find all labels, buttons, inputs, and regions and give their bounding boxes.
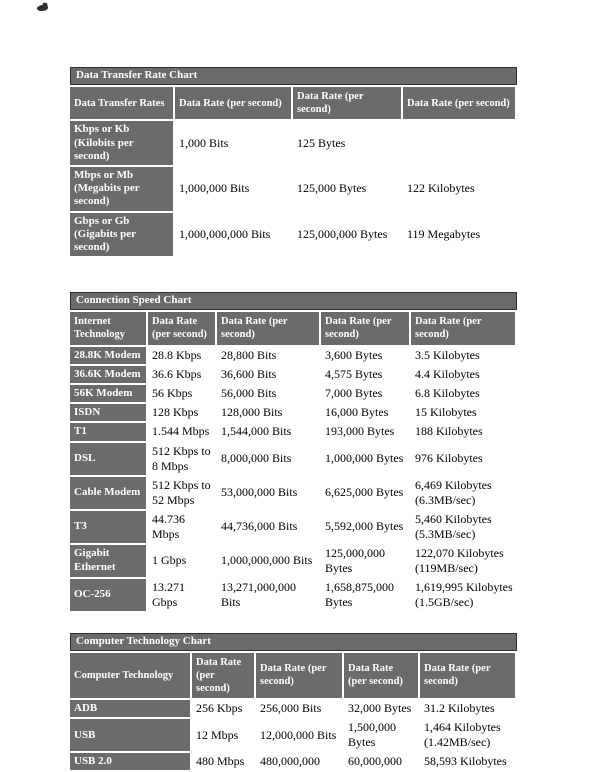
data-cell: 125 Bytes <box>293 121 403 167</box>
data-cell: 28.8 Kbps <box>148 347 217 366</box>
column-header: Data Rate (per second) <box>420 653 517 700</box>
column-header: Data Rate (per second) <box>148 312 217 346</box>
column-header: Data Rate (per second) <box>344 653 420 700</box>
data-cell: 12 Mbps <box>192 719 256 753</box>
data-cell: 976 Kilobytes <box>411 443 517 477</box>
table-row <box>70 423 517 442</box>
data-cell: 128,000 Bits <box>217 404 321 423</box>
data-cell: 1,658,875,000 Bytes <box>321 579 411 613</box>
column-header: Internet Technology <box>70 312 148 346</box>
row-label-cell: DSL <box>70 443 148 477</box>
row-label-cell: USB 2.0 <box>70 753 192 772</box>
data-cell: 13,271,000,000 Bits <box>217 579 321 613</box>
table-row <box>70 511 517 545</box>
data-cell: 58,593 Kilobytes <box>420 753 517 772</box>
data-cell: 125,000 Bytes <box>293 167 403 213</box>
data-transfer-rate-table <box>70 87 517 258</box>
data-transfer-rate-chart-section <box>70 67 517 258</box>
data-cell: 1,619,995 Kilobytes (1.5GB/sec) <box>411 579 517 613</box>
column-header: Data Rate (per second) <box>192 653 256 700</box>
table-row <box>70 700 517 719</box>
table-row <box>70 579 517 613</box>
table-row <box>70 121 517 167</box>
connection-speed-chart-section <box>70 292 517 612</box>
table-row <box>70 443 517 477</box>
data-cell: 1,000 Bits <box>175 121 293 167</box>
row-label-cell: ADB <box>70 700 192 719</box>
table-title: Connection Speed Chart <box>70 292 517 310</box>
data-cell: 5,592,000 Bytes <box>321 511 411 545</box>
table-row <box>70 366 517 385</box>
row-label-cell: 36.6K Modem <box>70 366 148 385</box>
data-cell: 32,000 Bytes <box>344 700 420 719</box>
data-cell: 1,544,000 Bits <box>217 423 321 442</box>
header-row <box>70 653 517 700</box>
connection-speed-table <box>70 312 517 612</box>
data-cell <box>403 121 517 167</box>
table-row <box>70 753 517 772</box>
data-cell: 256 Kbps <box>192 700 256 719</box>
header-row <box>70 87 517 121</box>
row-label-cell: Cable Modem <box>70 477 148 511</box>
data-cell: 6,625,000 Bytes <box>321 477 411 511</box>
table-row <box>70 167 517 213</box>
data-cell: 512 Kbps to 8 Mbps <box>148 443 217 477</box>
data-cell: 7,000 Bytes <box>321 385 411 404</box>
column-header: Data Rate (per second) <box>403 87 517 121</box>
data-cell: 28,800 Bits <box>217 347 321 366</box>
column-header: Data Rate (per second) <box>217 312 321 346</box>
data-cell: 16,000 Bytes <box>321 404 411 423</box>
data-cell: 125,000,000 Bytes <box>321 545 411 579</box>
row-label-cell: 56K Modem <box>70 385 148 404</box>
table-row <box>70 545 517 579</box>
table-row <box>70 347 517 366</box>
column-header: Data Rate (per second) <box>293 87 403 121</box>
data-cell: 1,500,000 Bytes <box>344 719 420 753</box>
data-cell: 12,000,000 Bits <box>256 719 344 753</box>
data-cell: 512 Kbps to 52 Mbps <box>148 477 217 511</box>
data-cell: 119 Megabytes <box>403 213 517 259</box>
data-cell: 44.736 Mbps <box>148 511 217 545</box>
row-label-cell: USB <box>70 719 192 753</box>
data-cell: 480,000,000 <box>256 753 344 772</box>
data-cell: 56,000 Bits <box>217 385 321 404</box>
column-header: Data Rate (per second) <box>321 312 411 346</box>
data-cell: 128 Kbps <box>148 404 217 423</box>
data-cell: 56 Kbps <box>148 385 217 404</box>
data-cell: 1,464 Kilobytes (1.42MB/sec) <box>420 719 517 753</box>
computer-technology-chart-section <box>70 633 517 772</box>
data-cell: 1,000,000,000 Bits <box>175 213 293 259</box>
table-row <box>70 213 517 259</box>
data-cell: 5,460 Kilobytes (5.3MB/sec) <box>411 511 517 545</box>
row-label-cell: T3 <box>70 511 148 545</box>
data-cell: 193,000 Bytes <box>321 423 411 442</box>
computer-technology-table <box>70 653 517 772</box>
data-cell: 3,600 Bytes <box>321 347 411 366</box>
header-row <box>70 312 517 346</box>
column-header: Data Rate (per second) <box>411 312 517 346</box>
row-label-cell: Gbps or Gb (Gigabits per second) <box>70 213 175 259</box>
data-cell: 480 Mbps <box>192 753 256 772</box>
column-header: Computer Technology <box>70 653 192 700</box>
data-cell: 8,000,000 Bits <box>217 443 321 477</box>
row-label-cell: Kbps or Kb (Kilobits per second) <box>70 121 175 167</box>
data-cell: 122,070 Kilobytes (119MB/sec) <box>411 545 517 579</box>
data-cell: 60,000,000 <box>344 753 420 772</box>
data-cell: 1,000,000,000 Bits <box>217 545 321 579</box>
data-cell: 15 Kilobytes <box>411 404 517 423</box>
data-cell: 6.8 Kilobytes <box>411 385 517 404</box>
row-label-cell: T1 <box>70 423 148 442</box>
column-header: Data Transfer Rates <box>70 87 175 121</box>
data-cell: 6,469 Kilobytes (6.3MB/sec) <box>411 477 517 511</box>
data-cell: 4,575 Bytes <box>321 366 411 385</box>
data-cell: 53,000,000 Bits <box>217 477 321 511</box>
table-title: Data Transfer Rate Chart <box>70 67 517 85</box>
data-cell: 122 Kilobytes <box>403 167 517 213</box>
row-label-cell: Gigabit Ethernet <box>70 545 148 579</box>
data-cell: 3.5 Kilobytes <box>411 347 517 366</box>
data-cell: 36,600 Bits <box>217 366 321 385</box>
table-row <box>70 719 517 753</box>
data-cell: 188 Kilobytes <box>411 423 517 442</box>
data-cell: 256,000 Bits <box>256 700 344 719</box>
row-label-cell: ISDN <box>70 404 148 423</box>
data-cell: 13.271 Gbps <box>148 579 217 613</box>
column-header: Data Rate (per second) <box>175 87 293 121</box>
data-cell: 4.4 Kilobytes <box>411 366 517 385</box>
data-cell: 36.6 Kbps <box>148 366 217 385</box>
data-cell: 1.544 Mbps <box>148 423 217 442</box>
data-cell: 125,000,000 Bytes <box>293 213 403 259</box>
table-row <box>70 404 517 423</box>
data-cell: 1,000,000 Bytes <box>321 443 411 477</box>
row-label-cell: 28.8K Modem <box>70 347 148 366</box>
data-cell: 44,736,000 Bits <box>217 511 321 545</box>
data-cell: 31.2 Kilobytes <box>420 700 517 719</box>
data-cell: 1,000,000 Bits <box>175 167 293 213</box>
table-title: Computer Technology Chart <box>70 633 517 651</box>
column-header: Data Rate (per second) <box>256 653 344 700</box>
table-row <box>70 385 517 404</box>
row-label-cell: OC-256 <box>70 579 148 613</box>
row-label-cell: Mbps or Mb (Megabits per second) <box>70 167 175 213</box>
data-cell: 1 Gbps <box>148 545 217 579</box>
table-row <box>70 477 517 511</box>
